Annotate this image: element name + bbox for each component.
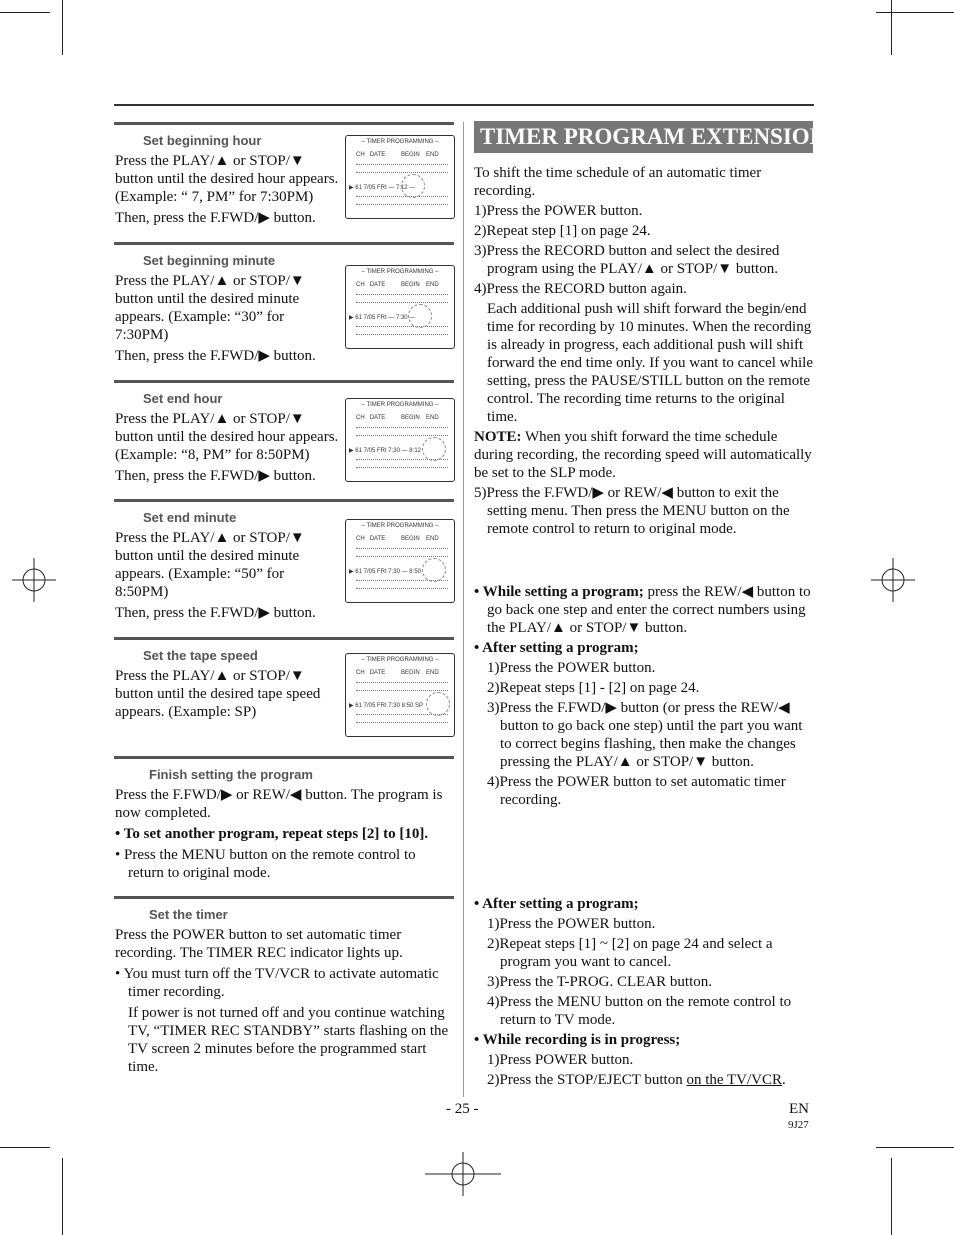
flash-icon (422, 558, 446, 582)
section-bar (114, 499, 454, 502)
osd-screen: – TIMER PROGRAMMING – CH DATE BEGIN END ▶ 61 7/05 FRI 7:30 8:50 SP (345, 653, 455, 737)
section-body: Press the PLAY/▲ or STOP/▼ button until the desired minute appears. (Example: “50” for 8:50PM) Then, press the F.FWD/▶ button. (115, 530, 316, 621)
model-code: 9J27 (788, 1119, 809, 1131)
note: NOTE: When you shift forward the time schedule during recording, the recording speed will automatically be set to the SLP mode. (474, 429, 812, 481)
section-heading: Set end hour (143, 391, 223, 406)
flash-icon (408, 304, 432, 328)
page-title: TIMER PROGRAM EXTENSION (480, 124, 827, 149)
registration-mark-bottom (425, 1152, 501, 1196)
language-code: EN (789, 1101, 809, 1117)
osd-row: ▶ 61 7/05 FRI — 7:30 — (349, 315, 416, 321)
flash-icon (426, 692, 450, 716)
section-bar (114, 242, 454, 245)
crop-mark (891, 1158, 892, 1235)
section-body: Press the PLAY/▲ or STOP/▼ button until the desired hour appears. (Example: “8, PM” for 8:50PM) Then, press the F.FWD/▶ button. (115, 411, 339, 484)
section-heading: Set beginning hour (143, 133, 262, 148)
osd-row: ▶ 61 7/05 FRI — 7:12 — (349, 185, 416, 191)
crop-mark (876, 1147, 954, 1148)
section-body: Press the PLAY/▲ or STOP/▼ button until the desired hour appears. (Example: “ 7, PM” for 7:30PM) Then, press the F.FWD/▶ button. (115, 153, 339, 226)
osd-screen: – TIMER PROGRAMMING – CH DATE BEGIN END ▶ 61 7/05 FRI 7:30 — 8:12 (345, 398, 455, 482)
osd-screen: – TIMER PROGRAMMING – CH DATE BEGIN END ▶ 61 7/05 FRI — 7:30 — (345, 265, 455, 349)
osd-row: ▶ 61 7/05 FRI 7:30 — 8:50 (349, 569, 421, 575)
section-body: Press the F.FWD/▶ or REW/◀ button. The program is now completed. • To set another program, repeat steps [2] to [10]. • Press the MENU button on the remote control to return to original mode. (115, 787, 443, 881)
section-body: Press the POWER button to set automatic timer recording. The TIMER REC indicator lights up. • You must turn off the TV/VCR to activate automatic timer recording. If power is not turned off and you continue watching TV, “TIMER REC STANDBY” starts flashing on the TV screen 2 minutes before the programmed start time. (115, 927, 449, 1075)
flash-icon (401, 174, 425, 198)
osd-row: ▶ 61 7/05 FRI 7:30 — 8:12 (349, 448, 421, 454)
page-number: - 25 - (446, 1101, 479, 1117)
crop-mark (876, 12, 954, 13)
section-bar (114, 896, 454, 899)
extension-body: To shift the time schedule of an automatic timer recording. 1)Press the POWER button. 2)Repeat step [1] on page 24. 3)Press the RECORD button and select the desired program using the PLAY/▲ or STOP/▼ button. 4)Press the RECORD button again. Each additional push will shift forward the begin/end time for recording by 10 minutes. When the recording is already in progress, each additional push will shift forward the end time only. If you want to cancel while setting, press the PAUSE/STILL button on the remote control. The recording time returns to the original time. NOTE: When you shift forward the time schedule during recording, the recording speed will automatically be set to the SLP mode. 5)Press the F.FWD/▶ or REW/◀ button to exit the setting menu. Then press the MENU button on the remote control to return to original mode. (474, 165, 814, 537)
section-bar (114, 637, 454, 640)
section-heading: Finish setting the program (149, 767, 313, 782)
registration-mark-left (12, 558, 56, 602)
registration-mark-right (871, 558, 915, 602)
section-heading: Set end minute (143, 510, 237, 525)
osd-row: ▶ 61 7/05 FRI 7:30 8:50 SP (349, 703, 423, 709)
section-bar (114, 380, 454, 383)
section-heading: Set the tape speed (143, 648, 258, 663)
section-heading: Set the timer (149, 907, 228, 922)
section-body: Press the PLAY/▲ or STOP/▼ button until the desired tape speed appears. (Example: SP) (115, 668, 321, 720)
crop-mark (891, 0, 892, 55)
crop-mark (0, 1147, 50, 1148)
column-ch: CH DATE (356, 152, 386, 158)
crop-mark (0, 12, 50, 13)
cancel-body: • After setting a program; 1)Press the POWER button. 2)Repeat steps [1] ~ [2] on page 24 and select a program you want to cancel. 3)Press the T-PROG. CLEAR button. 4)Press the MENU button on the remote control to return to TV mode. • While recording is in progress; 1)Press POWER button. 2)Press the STOP/EJECT button on the TV/VCR. (474, 896, 792, 1088)
section-heading: Set beginning minute (143, 253, 276, 268)
section-body: Press the PLAY/▲ or STOP/▼ button until the desired minute appears. (Example: “30” for 7:30PM) Then, press the F.FWD/▶ button. (115, 273, 316, 364)
correction-body: • While setting a program; press the REW/◀ button to go back one step and enter the correct numbers using the PLAY/▲ or STOP/▼ button. • After setting a program; 1)Press the POWER button. 2)Repeat steps [1] - [2] on page 24. 3)Press the F.FWD/▶ button (or press the REW/◀ button to go back one step) until the part you want to correct begins flashing, then make the changes pressing the PLAY/▲ or STOP/▼ button. 4)Press the POWER button to set automatic timer recording. (474, 584, 811, 808)
column-divider (463, 122, 464, 1097)
osd-screen: – TIMER PROGRAMMING – CH DATE BEGIN END ▶ 61 7/05 FRI — 7:12 — (345, 135, 455, 219)
osd-screen: – TIMER PROGRAMMING – CH DATE BEGIN END ▶ 61 7/05 FRI 7:30 — 8:50 (345, 519, 455, 603)
crop-mark (62, 1158, 63, 1235)
section-bar (114, 122, 454, 125)
top-rule (114, 104, 814, 106)
crop-mark (62, 0, 63, 55)
section-bar (114, 756, 454, 759)
flash-icon (422, 437, 446, 461)
